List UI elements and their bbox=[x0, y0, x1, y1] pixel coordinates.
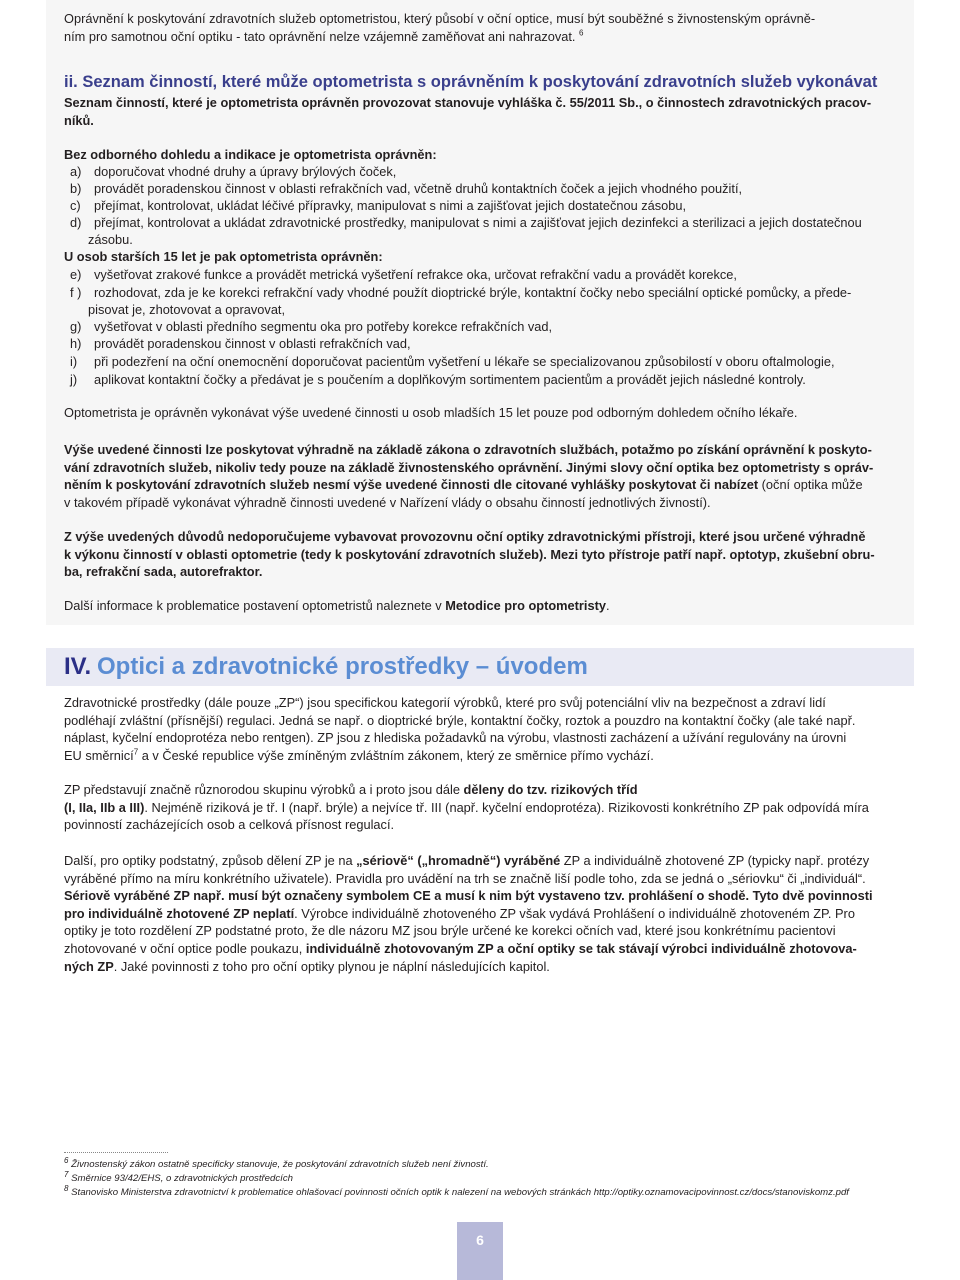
list-item-continuation: zásobu. bbox=[88, 232, 133, 247]
intro-paragraph: Oprávnění k poskytování zdravotních služeb optometristou, který působí v oční optice, musí být souběžné s živnostenským oprávně- ním pro samotnou oční optiku - tato oprávnění nelze vzájemně zaměňovat ani nahrazovat. $^6$ bbox=[64, 11, 816, 44]
list-item: a) doporučovat vhodné druhy a úpravy brýlových čoček, bbox=[70, 164, 397, 179]
section-heading: ii. Seznam činností, které může optometrista s oprávněním k poskytování zdravotních služeb vykonávat bbox=[64, 73, 878, 91]
list-heading-over15: U osob starších 15 let je pak optometrista oprávněn: bbox=[64, 249, 383, 264]
recommendation-paragraph: Z výše uvedených důvodů nedoporučujeme vybavovat provozovnu oční optiky zdravotnickými přístroji, které jsou určené výhradně k výkonu činností v oblasti optometrie (tedy k poskytování zdravotních služeb). Mezi tyto přístroje patří např. optotyp, zkušební obru- ba, refrakční sada, autorefraktor. bbox=[64, 529, 875, 580]
list-item: d) přejímat, kontrolovat a ukládat zdravotnické prostředky, manipulovat s nimi a zajišťovat jejich dezinfekci a sterilizaci a jejich dostatečnou bbox=[70, 215, 862, 230]
list-heading-no-supervision: Bez odborného dohledu a indikace je optometrista oprávněn: bbox=[64, 147, 437, 162]
footnote-ref: 6 bbox=[579, 28, 584, 38]
risk-classes-paragraph: ZP představují značně různorodou skupinu výrobků a i proto jsou dále děleny do tzv. rizikových tříd (I, IIa, IIb a III). Nejméně riziková je tř. I (např. brýle) a nejvíce tř. III (např. kyčelní endoprotéza). Rizikovosti konkrétního ZP pak odpovídá míra povinností zacházejících osob a celková přísnost regulací. bbox=[64, 782, 869, 833]
list-item: e) vyšetřovat zrakové funkce a provádět metrická vyšetření refrakce oka, určovat refrakční vadu a provádět korekce, bbox=[70, 267, 737, 282]
footnote: $^6$ Živnostenský zákon ostatně specificky stanovuje, že poskytování zdravotních služeb není živností. bbox=[64, 1155, 489, 1170]
list-item: i) při podezření na oční onemocnění doporučovat pacientům vyšetření u lékaře se specializovanou způsobilostí v oboru oftalmologie, bbox=[70, 354, 835, 369]
section-subheading: Seznam činností, které je optometrista oprávněn provozovat stanovuje vyhláška č. 55/2011 Sb., o činnostech zdravotnických pracov- níků. bbox=[64, 95, 872, 128]
page-number: 6 bbox=[476, 1232, 484, 1248]
methodology-link[interactable]: Metodice pro optometristy bbox=[445, 598, 606, 613]
zp-intro-paragraph: Zdravotnické prostředky (dále pouze „ZP“) jsou specifickou kategorií výrobků, které pro svůj potenciální vliv na bezpečnost a zdraví lidí podléhají zvláštní (přísnější) regulaci. Jedná se např. o dioptrické brýle, kontaktní čočky, roztok a pouzdro na kontaktní čočky (ale také např. náplast, kyčelní endoprotéza nebo rentgen). ZP jsou z hlediska požadavků na výrobu, vlastnosti zacházení a užívání regulovány na úrovni EU směrnicí$^7$ a v České republice výše zmíněným zvláštním zákonem, který ze směrnice přímo vychází. bbox=[64, 695, 856, 763]
page-number-tab bbox=[457, 1222, 503, 1280]
serial-individual-paragraph: Další, pro optiky podstatný, způsob dělení ZP je na „sériově“ („hromadně“) vyráběné ZP a individuálně zhotovené ZP (typicky např. protézy vyráběné přímo na míru konkrétního uživatele). Pravidla pro uvádění na trh se značně liší podle toho, zda se jedná o „sériovku“ či „individuál“. Sériově vyráběné ZP např. musí být označeny symbolem CE a musí k nim být vystaveno tzv. prohlášení o shodě. Tyto dvě povinnosti pro individuálně zhotovené ZP neplatí. Výrobce individuálně zhotoveného ZP však vydává Prohlášení o individuálně zhotoveném ZP. Pro optiky je toto rozdělení ZP podstatné proto, že dle názoru MZ jsou brýle určené ke korekci očních vad, které jsou konkrétnímu pacientovi zhotovované v oční optice podle poukazu, individuálně zhotovovaným ZP a oční optiky se tak stávají výrobci individuálně zhotovova- ných ZP. Jaké povinnosti z toho pro oční optiky plynou je náplní následujících kapitol. bbox=[64, 853, 873, 974]
under15-note: Optometrista je oprávněn vykonávat výše uvedené činnosti u osob mladších 15 let pouze pod odborným dohledem očního lékaře. bbox=[64, 405, 798, 420]
exclusive-paragraph: Výše uvedené činnosti lze poskytovat výhradně na základě zákona o zdravotních službách, potažmo po získání oprávnění k poskyto- vání zdravotních služeb, nikoliv tedy pouze na základě živnostenského oprávnění. Jinými slovy oční optika bez optometristy s opráv- něním k poskytování zdravotních služeb nesmí výše uvedené činnosti dle citované vyhlášky poskytovat či nabízet (oční optika může v takovém případě vykonávat výhradně činnosti uvedené v Nařízení vlády o obsahu činností jednotlivých živností). bbox=[64, 442, 874, 510]
list-item: f ) rozhodovat, zda je ke korekci refrakční vady vhodné použít dioptrické brýle, kontaktní čočky nebo speciální optické pomůcky, a přede- bbox=[70, 285, 852, 300]
section-iv-number: IV. bbox=[64, 653, 92, 680]
footnote: $^7$ Směrnice 93/42/EHS, o zdravotnických prostředcích bbox=[64, 1169, 293, 1184]
more-info-paragraph: Další informace k problematice postavení optometristů naleznete v Metodice pro optometristy. bbox=[64, 598, 610, 613]
list-item: g) vyšetřovat v oblasti předního segmentu oka pro potřeby korekce refrakčních vad, bbox=[70, 319, 553, 334]
list-item: c) přejímat, kontrolovat, ukládat léčivé přípravky, manipulovat s nimi a zajišťovat jejich dostatečnou zásobu, bbox=[70, 198, 687, 213]
footnote-divider bbox=[64, 1152, 168, 1153]
list-item: b) provádět poradenskou činnost v oblasti refrakčních vad, včetně druhů kontaktních čoček a jejich vhodného použití, bbox=[70, 181, 743, 196]
section-iv-title: Optici a zdravotnické prostředky – úvodem bbox=[97, 653, 588, 680]
list-item-continuation: pisovat je, zhotovovat a opravovat, bbox=[88, 302, 286, 317]
list-item: h) provádět poradenskou činnost v oblasti refrakčních vad, bbox=[70, 336, 411, 351]
list-item: j) aplikovat kontaktní čočky a předávat je s poučením a doplňkovým sortimentem pacientům a provádět jejich následné kontroly. bbox=[70, 372, 806, 387]
footnote-ref: 7 bbox=[133, 747, 139, 757]
footnote: $^8$ Stanovisko Ministerstva zdravotnictví k problematice ohlašovací povinnosti očních optik k nalezení na webových stránkách http://optiky.oznamovacipovinnost.cz/docs/stanoviskomz.pdf bbox=[64, 1183, 849, 1198]
